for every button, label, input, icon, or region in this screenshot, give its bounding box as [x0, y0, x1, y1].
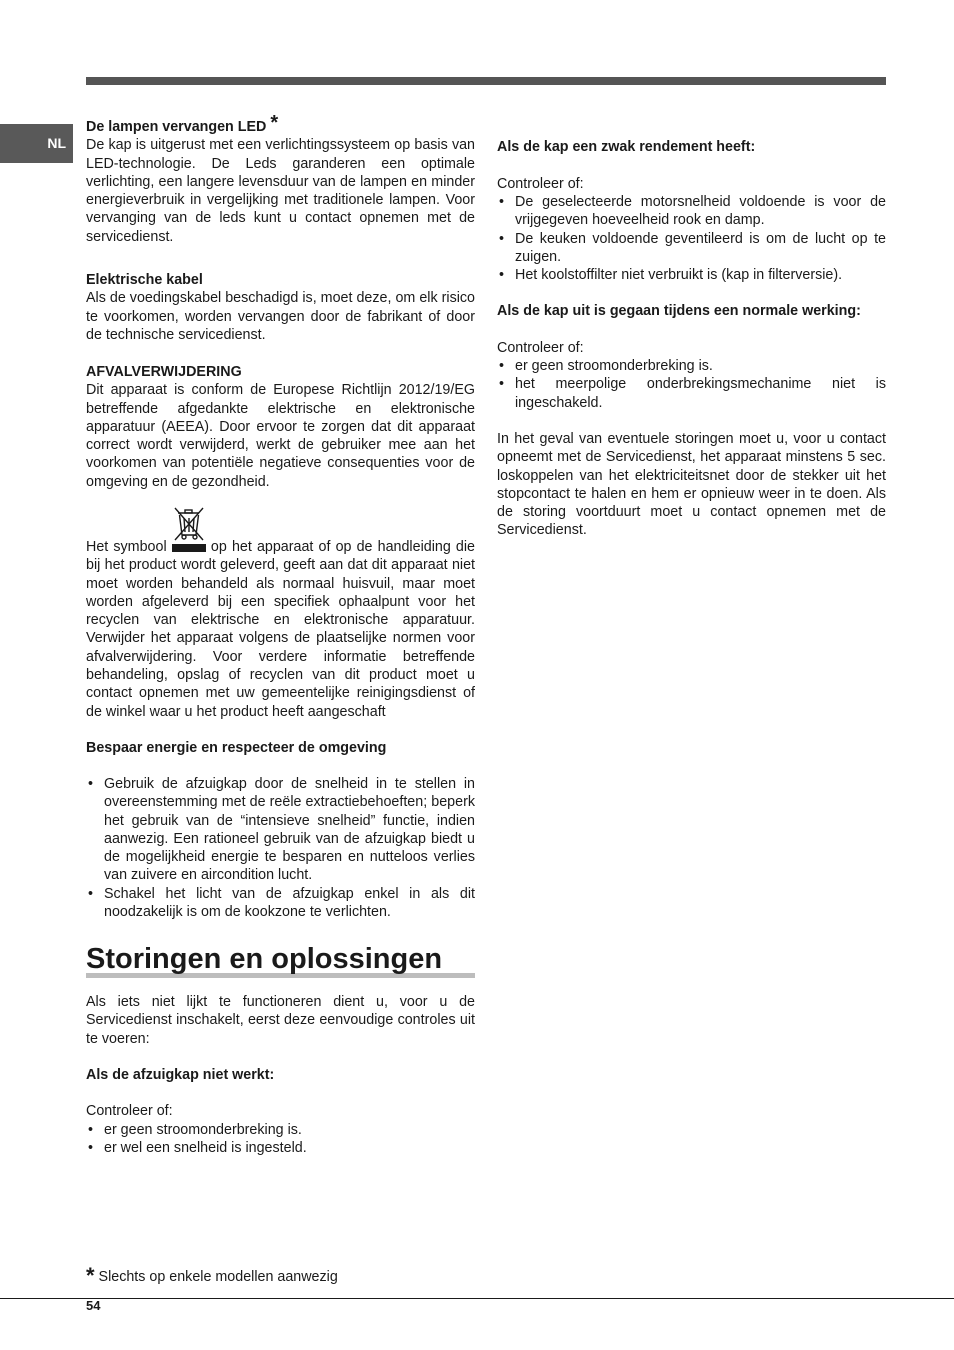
- waste-section: [86, 363, 475, 491]
- list-item: • er wel een snelheid is ingesteld.: [86, 1139, 475, 1157]
- footnote: [86, 1263, 338, 1288]
- asterisk-icon: *: [86, 1263, 95, 1288]
- list-item: • Gebruik de afzuigkap door de snelheid in te stellen in overeenstemming met de reële extractiebehoeften; beperk het gebruik van de “intensieve snelheid” functie, indien aanwezig. Een rationeel gebruik van de afzuigkap biedt u de mogelijkheid energie te besparen en nutteloos verlies van zuivere en aircondition lucht.: [86, 775, 475, 885]
- list-item: • Het koolstoffilter niet verbruikt is (kap in filterversie).: [497, 266, 886, 284]
- cable-heading: Elektrische kabel: [86, 272, 203, 288]
- energy-heading: Bespaar energie en respecteer de omgeving: [86, 740, 387, 756]
- cable-body: Als de voedingskabel beschadigd is, moet deze, om elk risico te voorkomen, worden vervangen door de fabrikant of door de technische servicedienst.: [86, 290, 475, 343]
- list-item: • Schakel het licht van de afzuigkap enkel in als dit noodzakelijk is om de kookzone te verlichten.: [86, 885, 475, 922]
- low-performance-check: Controleer of:: [497, 176, 584, 192]
- page-number: 54: [86, 1298, 101, 1313]
- stopped-list: [497, 357, 886, 412]
- weee-paragraph: [86, 538, 475, 721]
- asterisk-icon: *: [270, 112, 279, 134]
- crossed-out-wheelie-bin-icon: [172, 539, 206, 553]
- led-body: De kap is uitgerust met een verlichtingssysteem op basis van LED-technologie. De Leds garanderen een optimale verlichting, een langere levensduur van de lampen en minder energieverbruik in vergelijking met traditionele lampen. Voor vervanging van de leds kunt u contact opnemen met de servicedienst.: [86, 137, 475, 245]
- closing-paragraph: In het geval van eventuele storingen moet u, voor u contact opneemt met de Servicedienst, het apparaat minstens 5 sec. loskoppelen van het elektriciteitsnet door de stekker uit het stopcontact te halen en hem er opnieuw weer in te doen. Als de storing voortduurt moet u contact opnemen met de Servicedienst.: [497, 431, 886, 539]
- low-performance-heading: Als de kap een zwak rendement heeft:: [497, 139, 756, 155]
- led-section: [86, 112, 475, 246]
- weee-text-after: op het apparaat of op de handleiding die bij het product wordt geleverd, geeft aan dat dit apparaat niet moet worden behandeld als normaal huisvuil, maar moet worden afgeleverd bij een specifiek ophaalpunt voor het recyclen van elektrische en elektronische apparatuur. Verwijder het apparaat volgens de plaatselijke normen voor afvalverwijdering. Voor verdere informatie betreffende behandeling, opslag of recyclen van dit product moet u contact opnemen met uw gemeentelijke reinigingsdienst of de winkel waar u het product heeft aangeschaft: [86, 539, 475, 720]
- led-heading-text: De lampen vervangen LED: [86, 119, 267, 135]
- top-rule: [86, 77, 886, 85]
- cable-section: [86, 271, 475, 344]
- list-item: • er geen stroomonderbreking is.: [497, 357, 886, 375]
- language-tab: NL: [0, 124, 73, 163]
- energy-list: [86, 775, 475, 921]
- weee-text-before: Het symbool: [86, 539, 167, 555]
- low-performance-list: [497, 193, 886, 284]
- list-item: • De geselecteerde motorsnelheid voldoende is voor de vrijgegeven hoeveelheid rook en damp.: [497, 193, 886, 230]
- waste-heading: AFVALVERWIJDERING: [86, 364, 242, 380]
- footnote-text: Slechts op enkele modellen aanwezig: [98, 1269, 338, 1285]
- not-working-check: Controleer of:: [86, 1103, 173, 1119]
- troubleshooting-intro: Als iets niet lijkt te functioneren dient u, voor u de Servicedienst inschakelt, eerst deze eenvoudige controles uit te voeren:: [86, 994, 475, 1047]
- list-item: • het meerpolige onderbrekingsmechanime niet is ingeschakeld.: [497, 375, 886, 412]
- section-title-troubleshooting: Storingen en oplossingen: [86, 940, 475, 978]
- not-working-heading: Als de afzuigkap niet werkt:: [86, 1067, 275, 1083]
- stopped-check: Controleer of:: [497, 340, 584, 356]
- list-item: • er geen stroomonderbreking is.: [86, 1121, 475, 1139]
- not-working-list: [86, 1121, 475, 1158]
- waste-body: Dit apparaat is conform de Europese Richtlijn 2012/19/EG betreffende afgedankte elektrische en elektronische apparatuur (AEEA). Door ervoor te zorgen dat dit apparaat correct wordt verwijderd, werkt de gebruiker mee aan het voorkomen van potentiële negatieve consequenties voor de omgeving en de gezondheid.: [86, 382, 475, 490]
- list-item: • De keuken voldoende geventileerd is om de lucht op te zuigen.: [497, 230, 886, 267]
- stopped-heading: Als de kap uit is gegaan tijdens een normale werking:: [497, 303, 861, 319]
- bottom-rule: [0, 1298, 954, 1299]
- led-heading: [86, 112, 475, 136]
